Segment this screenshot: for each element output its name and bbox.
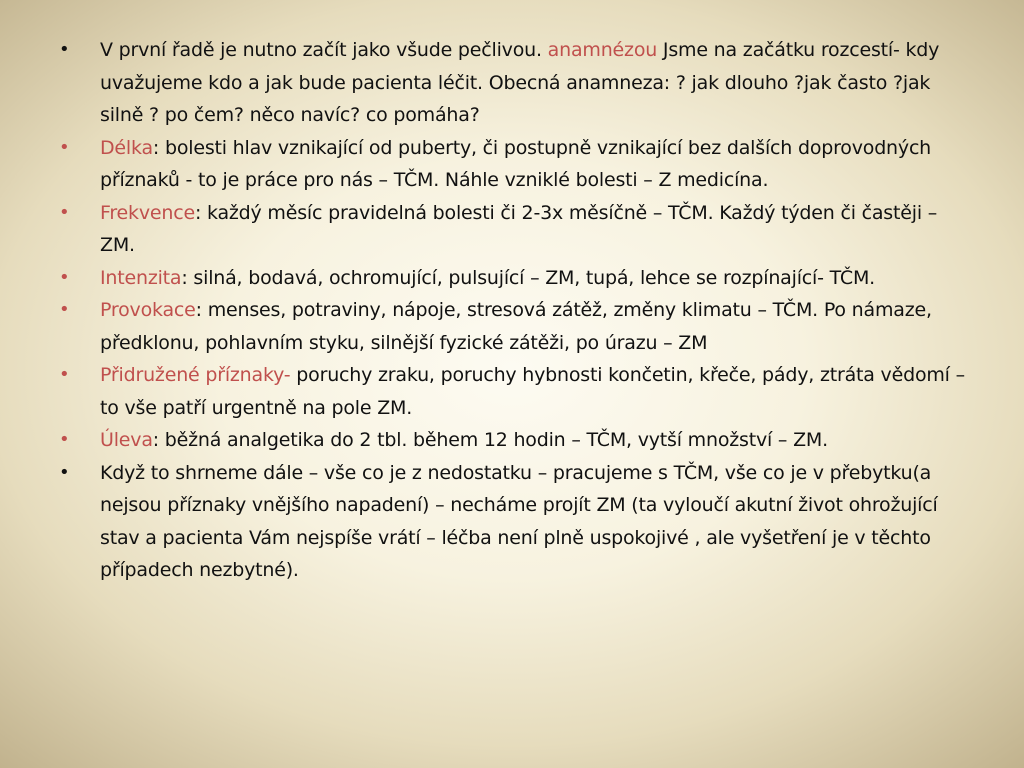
bullet-list — [58, 34, 970, 587]
bullet-item-provokace — [58, 294, 970, 359]
bullet-item-uleva — [58, 424, 970, 457]
bullet-marker: • — [59, 299, 70, 320]
bullet-highlight: Frekvence — [100, 201, 195, 224]
bullet-item-anamneza — [58, 34, 970, 132]
bullet-rest-text: : bolesti hlav vznikající od puberty, či postupně vznikající bez dalších doprovodných příznaků - to je práce pro nás – TČM. Náhle vzniklé bolesti – Z medicína. — [100, 136, 932, 191]
bullet-rest-text: : menses, potraviny, nápoje, stresová zátěž, změny klimatu – TČM. Po námaze, předklonu, pohlavním styku, silnější fyzické zátěži, po úrazu – ZM — [100, 299, 932, 354]
bullet-marker: • — [59, 136, 70, 158]
bullet-marker: • — [59, 364, 70, 385]
bullet-highlight: Délka — [100, 136, 153, 159]
bullet-lead-text: V první řadě je nutno začít jako všude pečlivou. — [100, 39, 548, 61]
bullet-item-frekvence — [58, 197, 970, 262]
bullet-highlight: Úleva — [100, 429, 153, 451]
bullet-lead-text: Když to shrneme dále – vše co je z nedostatku – pracujeme s TČM, vše co je v přebytku(a nejsou příznaky vnějšího napadení) – necháme projít ZM (ta vyloučí akutní život ohrožující stav a pacienta Vám nejspíše vrátí – léčba není plně uspokojivé , ale vyšetření je v těchto případech nezbytné). — [100, 461, 938, 581]
bullet-marker: • — [59, 39, 70, 60]
bullet-rest-text: : běžná analgetika do 2 tbl. během 12 hodin – TČM, vytší množství – ZM. — [152, 429, 828, 451]
bullet-item-intenzita — [58, 262, 970, 295]
bullet-marker: • — [59, 201, 70, 223]
bullet-marker: • — [59, 461, 70, 483]
bullet-item-shrnuti — [58, 457, 970, 587]
bullet-marker: • — [59, 266, 70, 288]
bullet-rest-text: : silná, bodavá, ochromující, pulsující – ZM, tupá, lehce se rozpínající- TČM. — [181, 266, 875, 289]
bullet-highlight: Intenzita — [100, 266, 182, 289]
bullet-marker: • — [59, 429, 70, 450]
bullet-rest-text: Jsme na začátku rozcestí- kdy uvažujeme kdo a jak bude pacienta léčit. Obecná anamneza: ? jak dlouho ?jak často ?jak silně ? po čem? něco navíc? co pomáha? — [100, 39, 940, 126]
bullet-highlight: anamnézou — [547, 39, 658, 61]
bullet-highlight: Provokace — [100, 299, 196, 321]
bullet-item-pridruzene-priznaky — [58, 359, 970, 424]
bullet-item-delka — [58, 132, 970, 197]
bullet-rest-text: poruchy zraku, poruchy hybnosti končetin, křeče, pády, ztráta vědomí – to vše patří urgentně na pole ZM. — [100, 364, 965, 419]
bullet-rest-text: : každý měsíc pravidelná bolesti či 2-3x měsíčně – TČM. Každý týden či častěji – ZM. — [100, 201, 938, 256]
bullet-highlight: Přidružené příznaky- — [100, 364, 291, 386]
